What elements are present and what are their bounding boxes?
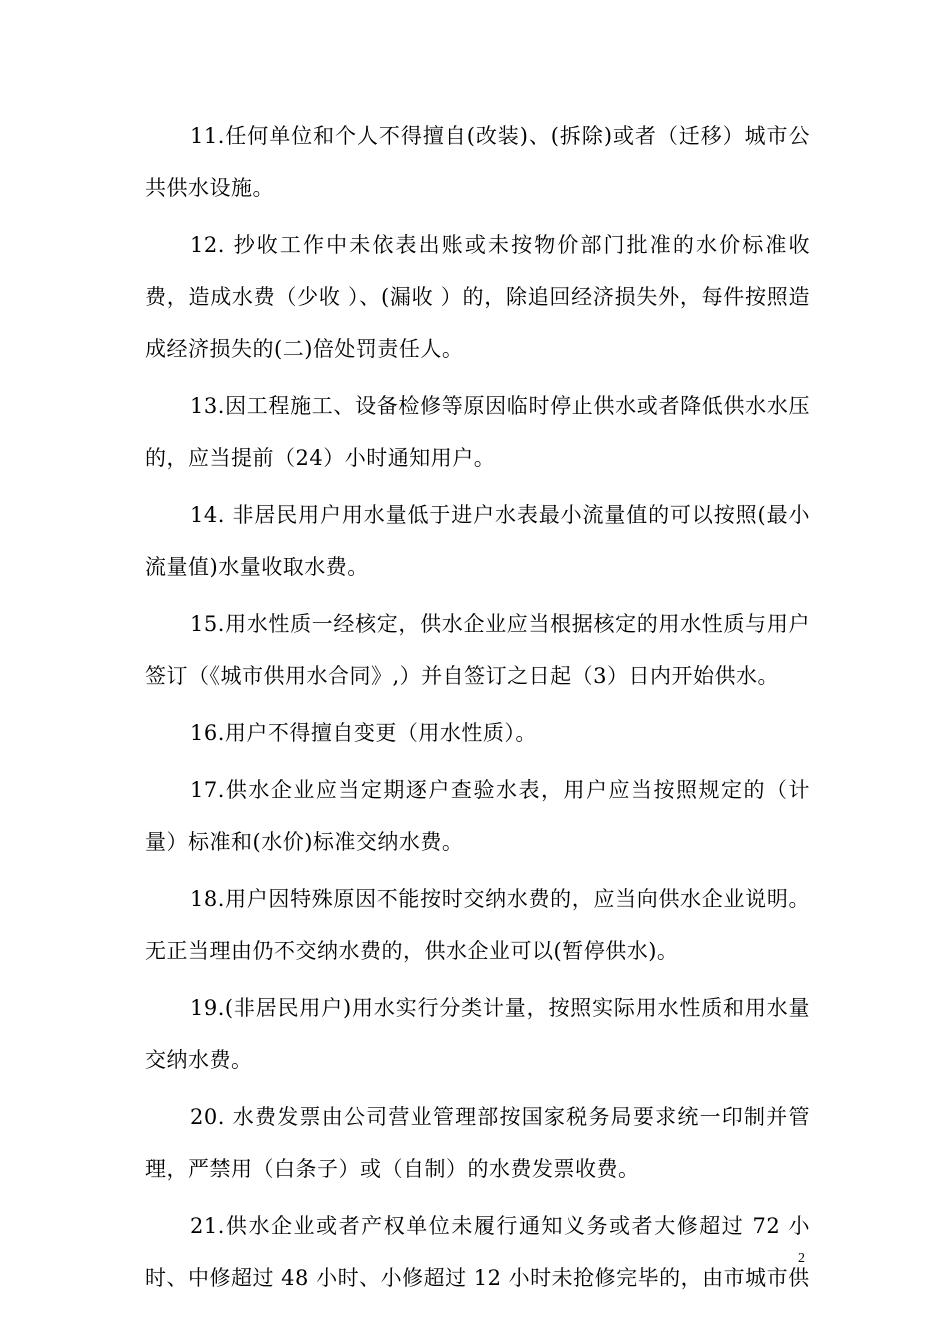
paragraph-17: 17.供水企业应当定期逐户查验水表，用户应当按照规定的（计量）标准和(水价)标准交纳水费。 xyxy=(145,778,810,854)
paragraph-15: 15.用水性质一经核定，供水企业应当根据核定的用水性质与用户签订（《城市供用水合同》,）并自签订之日起（3）日内开始供水。 xyxy=(145,612,810,688)
paragraph-16: 16.用户不得擅自变更（用水性质）。 xyxy=(190,721,537,745)
paragraph-19: 19.(非居民用户)用水实行分类计量，按照实际用水性质和用水量交纳水费。 xyxy=(145,996,810,1072)
paragraph-21: 21.供水企业或者产权单位未履行通知义务或者大修超过 72 小时、中修超过 48 小时、小修超过 12 小时未抢修完毕的，由市城市供 xyxy=(145,1214,810,1290)
paragraph-11: 11.任何单位和个人不得擅自(改装)、(拆除)或者（迁移）城市公共供水设施。 xyxy=(145,124,810,200)
page-number: 2 xyxy=(798,1251,805,1266)
paragraph-13: 13.因工程施工、设备检修等原因临时停止供水或者降低供水水压的，应当提前（24）小时通知用户。 xyxy=(145,394,810,470)
paragraph-12: 12. 抄收工作中未依表出账或未按物价部门批准的水价标准收费，造成水费（少收 ）、(漏收 ）的，除追回经济损失外，每件按照造成经济损失的(二)倍处罚责任人。 xyxy=(145,233,810,361)
paragraph-18: 18.用户因特殊原因不能按时交纳水费的，应当向供水企业说明。无正当理由仍不交纳水费的，供水企业可以(暂停供水)。 xyxy=(145,887,810,963)
paragraph-14: 14. 非居民用户用水量低于进户水表最小流量值的可以按照(最小流量值)水量收取水费。 xyxy=(145,503,810,579)
paragraph-20: 20. 水费发票由公司营业管理部按国家税务局要求统一印制并管理，严禁用（白条子）或（自制）的水费发票收费。 xyxy=(145,1105,810,1181)
page-body xyxy=(145,110,810,1309)
